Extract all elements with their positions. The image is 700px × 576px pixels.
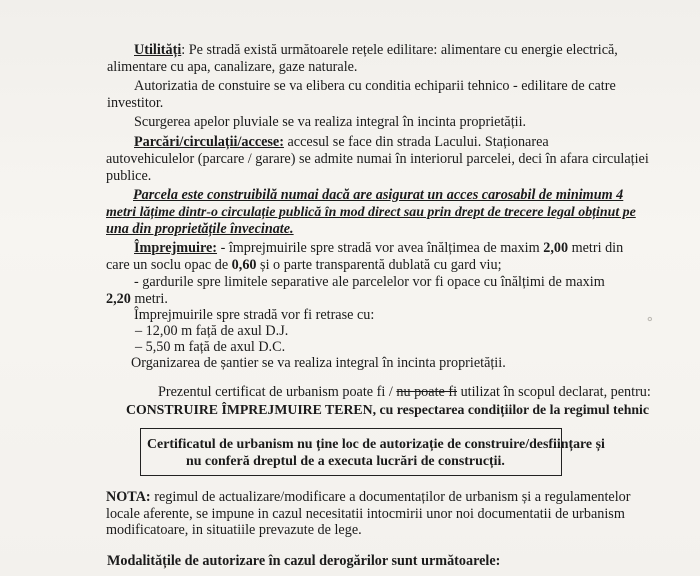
- utilitati-line-3: Autorizatia de constuire se va elibera cu conditia echiparii tehnico - edilitare de catre: [134, 78, 616, 94]
- notice-line-1: Certificatul de urbanism nu ține loc de autorizație de construire/desființare și: [147, 437, 605, 452]
- utilitati-line-1: Utilități: Pe stradă există următoarele rețele edilitare: alimentare cu energie electrică,: [134, 42, 618, 58]
- notice-box: [140, 428, 605, 476]
- imprejmuire-line-4: 2,20 metri.: [106, 291, 168, 307]
- nota-label: NOTA:: [106, 489, 151, 505]
- utilitati-line-4: investitor.: [107, 95, 164, 111]
- imprejmuire-line-1: Împrejmuire: - împrejmuirile spre stradă vor avea înălțimea de maxim 2,00 metri din: [134, 240, 624, 256]
- nota-line-2: locale aferente, se impune in cazul necesitatii intocmirii unor noi documentatii de urbanism: [106, 506, 625, 522]
- parcari-line-2: autovehiculelor (parcare / garare) se admite numai în interiorul parcelei, deci în afara circulației: [106, 151, 649, 167]
- nota-line-3: modificatoare, in situatiile prevazute de lege.: [106, 522, 362, 538]
- nota-line-1: NOTA: regimul de actualizare/modificare a documentaților de urbanism și a regulamentelor: [106, 489, 631, 505]
- imprejmuire-line-6: Organizarea de șantier se va realiza integral în incinta proprietății.: [131, 355, 506, 371]
- imprejmuire-item-1: – 12,00 m față de axul D.J.: [135, 323, 289, 339]
- acces-line-3: una din proprietățile învecinate.: [106, 221, 294, 237]
- imprejmuire-line-5: Împrejmuirile spre stradă vor fi retrase cu:: [134, 307, 375, 323]
- parcari-label: Parcări/circulații/accese:: [134, 134, 284, 150]
- imprejmuire-line-3: - gardurile spre limitele separative ale parcelelor vor fi opace cu înălțimi de maxim: [134, 274, 605, 290]
- parcari-line-1: Parcări/circulații/accese: accesul se face din strada Lacului. Staționarea: [134, 134, 549, 150]
- utilitati-line-2: alimentare cu apa, canalizare, gaze naturale.: [107, 59, 358, 75]
- imprejmuire-label: Împrejmuire:: [134, 240, 218, 256]
- imprejmuire-line-2: care un soclu opac de 0,60 și o parte transparentă dublată cu gard viu;: [106, 257, 502, 273]
- modalitati-heading: Modalitățile de autorizare în cazul derogărilor sunt următoarele:: [107, 553, 501, 569]
- acces-line-2: metri lățime dintr-o circulație publică în mod direct sau prin drept de trecere legal obținut pe: [106, 205, 636, 220]
- utilitati-line-5: Scurgerea apelor pluviale se va realiza integral în incinta proprietății.: [134, 114, 527, 130]
- utilitati-label: Utilități: [134, 42, 182, 58]
- imprejmuire-item-2: – 5,50 m față de axul D.C.: [135, 339, 286, 355]
- certificat-line-2: CONSTRUIRE ÎMPREJMUIRE TEREN, cu respectarea condițiilor de la regimul tehnic: [126, 402, 650, 417]
- scan-mark-icon: ∘: [646, 311, 654, 328]
- certificat-line-1: Prezentul certificat de urbanism poate fi / nu poate fi utilizat în scopul declarat, pentru:: [158, 384, 651, 400]
- notice-line-2: nu conferă dreptul de a executa lucrări de construcții.: [186, 454, 505, 469]
- parcari-line-3: publice.: [106, 168, 152, 184]
- acces-line-1: Parcela este construibilă numai dacă are asigurat un acces carosabil de minimum 4: [133, 187, 624, 203]
